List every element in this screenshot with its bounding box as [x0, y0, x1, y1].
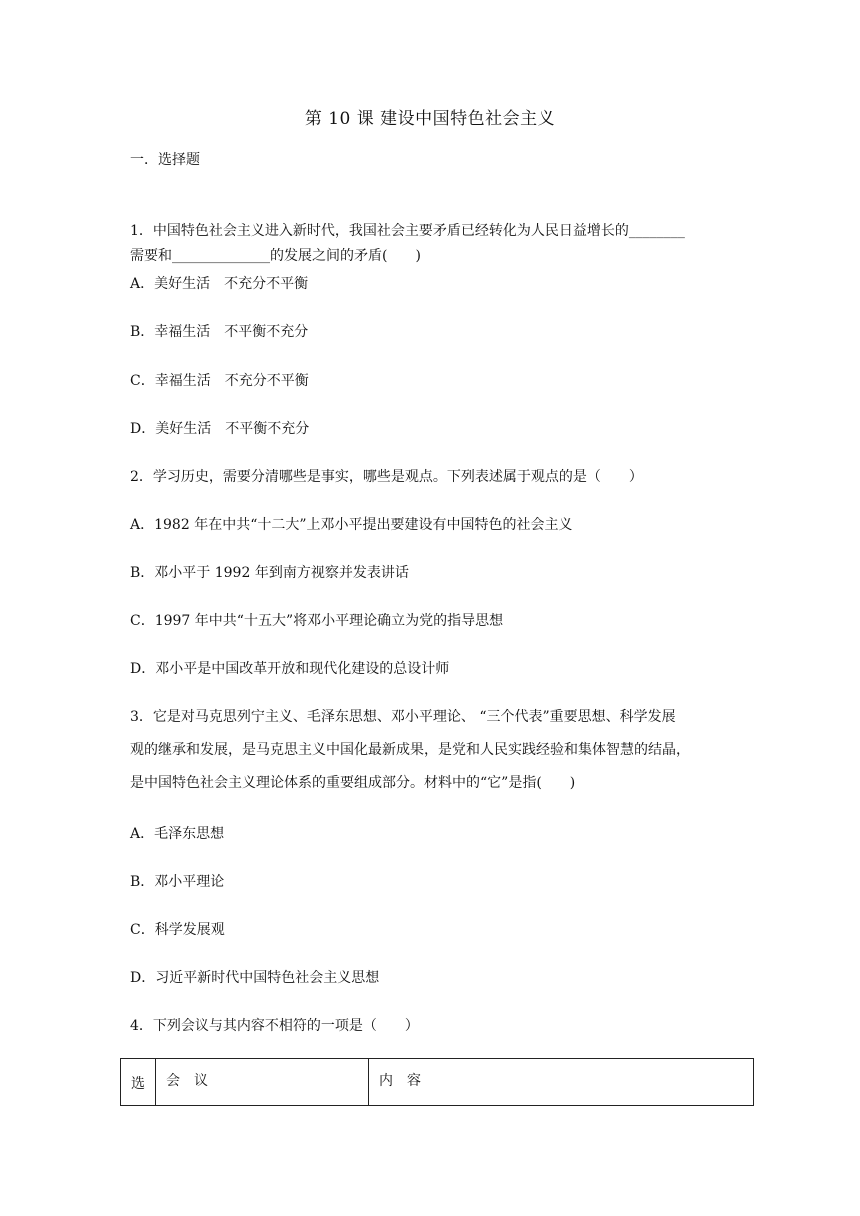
question-1-line-2: 需要和______________的发展之间的矛盾( ) [130, 248, 421, 264]
question-1-line-1: 1．中国特色社会主义进入新时代，我国社会主要矛盾已经转化为人民日益增长的________ [130, 223, 685, 239]
table-header-content: 内 容 [379, 1073, 421, 1089]
q1-option-b: B．幸福生活 不平衡不充分 [130, 324, 309, 340]
q1-option-d: D．美好生活 不平衡不充分 [130, 421, 310, 437]
meeting-content-table [120, 1058, 754, 1106]
table-header-meeting: 会 议 [156, 1059, 369, 1105]
q3-option-c: C．科学发展观 [130, 922, 225, 938]
table-header-option: 选 [121, 1059, 156, 1105]
question-3-line-3: 是中国特色社会主义理论体系的重要组成部分。材料中的“它”是指( ) [130, 775, 576, 791]
question-3-line-1: 3．它是对马克思列宁主义、毛泽东思想、邓小平理论、 “三个代表”重要思想、科学发展 [130, 709, 676, 725]
q1-option-c: C．幸福生活 不充分不平衡 [130, 373, 309, 389]
q2-option-d: D．邓小平是中国改革开放和现代化建设的总设计师 [130, 661, 450, 677]
q3-option-a: A．毛泽东思想 [130, 826, 225, 842]
question-3-line-2: 观的继承和发展，是马克思主义中国化最新成果，是党和人民实践经验和集体智慧的结晶， [130, 742, 690, 758]
page-title: 第 10 课 建设中国特色社会主义 [304, 109, 556, 129]
q3-option-b: B．邓小平理论 [130, 874, 225, 890]
q2-option-a: A．1982 年在中共“十二大”上邓小平提出要建设有中国特色的社会主义 [130, 517, 573, 533]
q2-option-c: C．1997 年中共“十五大”将邓小平理论确立为党的指导思想 [130, 613, 504, 629]
q2-option-b: B．邓小平于 1992 年到南方视察并发表讲话 [130, 565, 409, 581]
question-4: 4．下列会议与其内容不相符的一项是（ ） [130, 1018, 419, 1034]
question-2: 2．学习历史，需要分清哪些是事实，哪些是观点。下列表述属于观点的是（ ） [130, 469, 643, 485]
q1-option-a: A．美好生活 不充分不平衡 [130, 276, 309, 292]
q3-option-d: D．习近平新时代中国特色社会主义思想 [130, 970, 380, 986]
section-heading: 一．选择题 [130, 152, 200, 168]
